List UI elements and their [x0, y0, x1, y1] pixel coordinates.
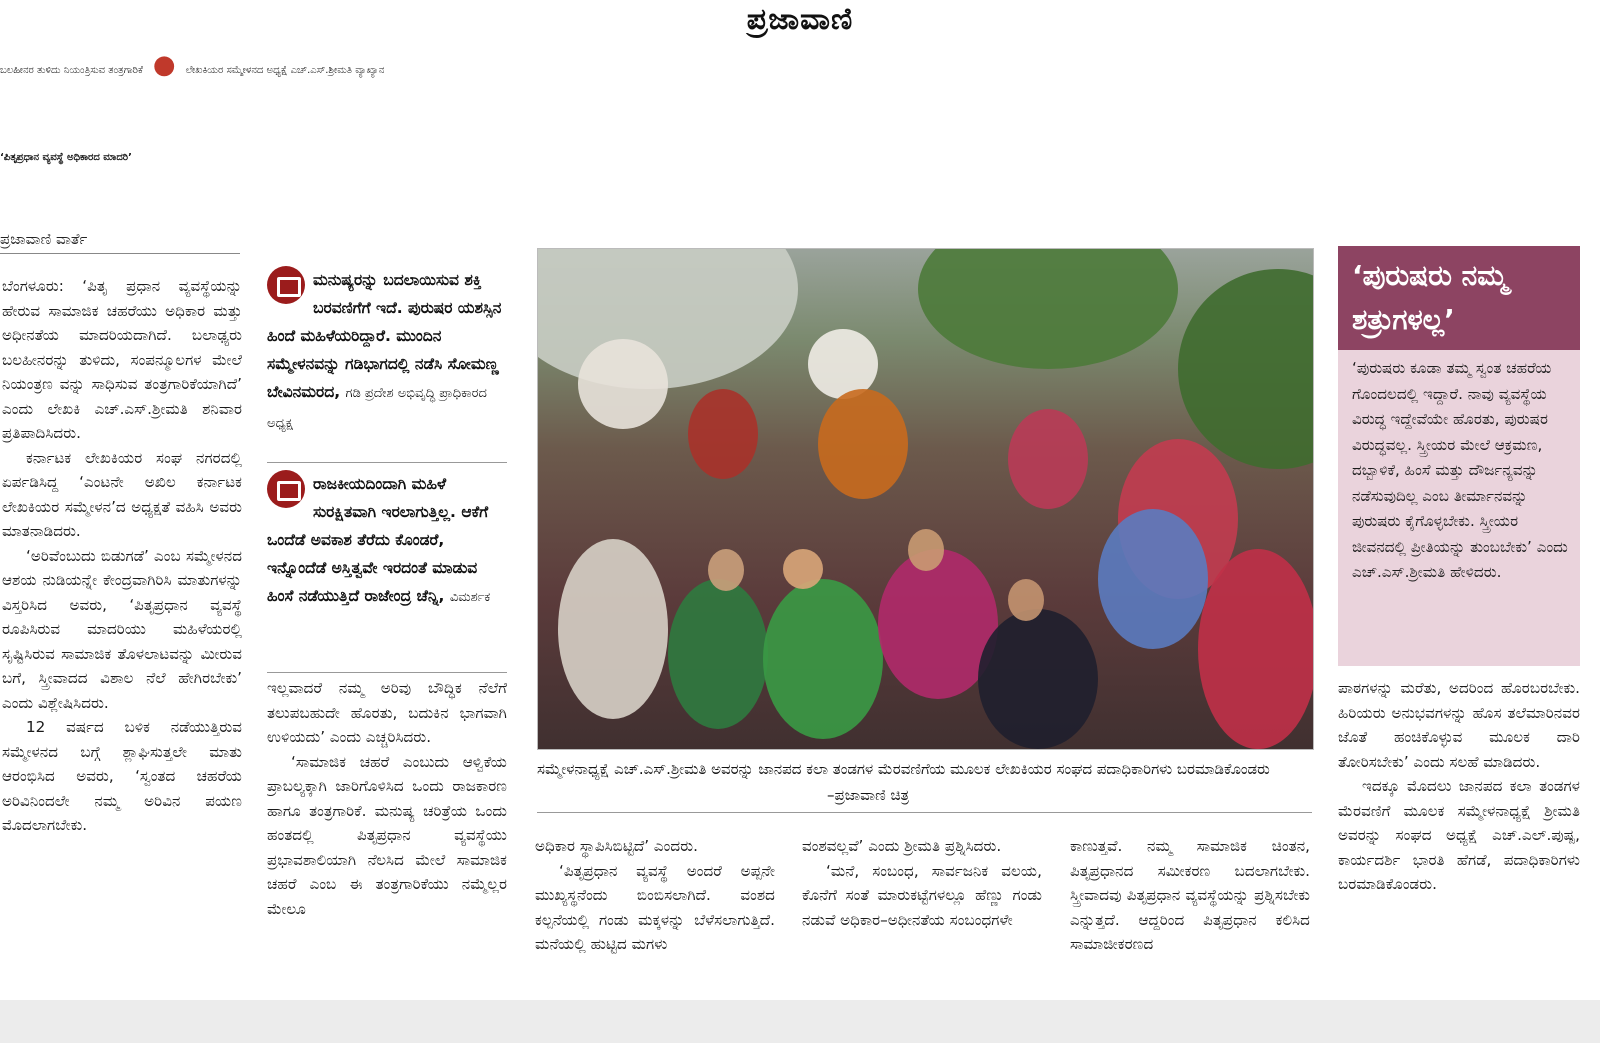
- pull-quote-2: [267, 470, 507, 612]
- sidebar-body: ‘ಪುರುಷರು ಕೂಡಾ ತಮ್ಮ ಸ್ವಂತ ಚಹರೆಯ ಗೊಂದಲದಲ್ಲಿ ಇದ್ದಾರೆ. ನಾವು ವ್ಯವಸ್ಥೆಯ ವಿರುದ್ಧ ಇದ್ದೇವೆಯೇ ಹೊರತು, ಪುರುಷರ ವಿರುದ್ಧವಲ್ಲ. ಸ್ತ್ರೀಯರ ಮೇಲೆ ಆಕ್ರಮಣ, ದಬ್ಬಾಳಿಕೆ, ಹಿಂಸೆ ಮತ್ತು ದೌರ್ಜನ್ಯವನ್ನು ನಡೆಸುವುದಿಲ್ಲ ಎಂಬ ತೀರ್ಮಾನವನ್ನು ಪುರುಷರು ಕೈಗೊಳ್ಳಬೇಕು. ಸ್ತ್ರೀಯರ ಜೀವನದಲ್ಲಿ ಪ್ರೀತಿಯನ್ನು ತುಂಬಬೇಕು’ ಎಂದು ಎಚ್‌.ಎಸ್‌.ಶ್ರೀಮತಿ ಹೇಳಿದರು.: [1352, 359, 1568, 581]
- quote-author: ಸೋಮಣ್ಣ ಬೇವಿನಮರದ,: [267, 355, 499, 401]
- paragraph: ಇಲ್ಲವಾದರೆ ನಮ್ಮ ಅರಿವು ಬೌದ್ಧಿಕ ನೆಲೆಗೆ ತಲುಪಬಹುದೇ ಹೊರತು, ಬದುಕಿನ ಭಾಗವಾಗಿ ಉಳಿಯದು’ ಎಂದು ಎಚ್ಚರಿಸಿದರು.: [267, 679, 507, 746]
- paragraph: ‘ಅರಿವೆಂಬುದು ಬಿಡುಗಡೆ’ ಎಂಬ ಸಮ್ಮೇಳನದ ಆಶಯ ನುಡಿಯನ್ನೇ ಕೇಂದ್ರವಾಗಿರಿಸಿ ಮಾತುಗಳನ್ನು ವಿಸ್ತರಿಸಿದ ಅವರು, ‘ಪಿತೃಪ್ರಧಾನ ವ್ಯವಸ್ಥೆ ರೂಪಿಸಿರುವ ಮಾದರಿಯು ಮಹಿಳೆಯರಲ್ಲಿ ಸೃಷ್ಟಿಸಿರುವ ಸಾಮಾಜಿಕ ತೊಳಲಾಟವನ್ನು ಮೀರುವ ಬಗೆ, ಸ್ತ್ರೀವಾದದ ವಿಶಾಲ ನೆಲೆ ಹೇಗಿರಬೇಕು’ ಎಂದು ವಿಶ್ಲೇಷಿಸಿದರು.: [2, 546, 242, 712]
- paragraph: ‘ಮನೆ, ಸಂಬಂಧ, ಸಾರ್ವಜನಿಕ ವಲಯ, ಕೊನೆಗೆ ಸಂತೆ ಮಾರುಕಟ್ಟೆಗಳಲ್ಲೂ ಹೆಣ್ಣು ಗಂಡು ನಡುವೆ ಅಧಿಕಾರ–ಅಧೀನತೆಯ ಸಂಬಂಧಗಳೇ: [802, 861, 1042, 929]
- article-column-6: [1338, 676, 1580, 986]
- pull-quote-1: [267, 266, 507, 438]
- article-column-2: [267, 676, 507, 986]
- page-footer-strip: [0, 1000, 1600, 1043]
- bullet-dot-icon: ●: [152, 50, 176, 80]
- quote-author-role: ವಿಮರ್ಶಕ: [449, 590, 491, 605]
- photo-caption: [537, 756, 1312, 808]
- paragraph: ಅಧಿಕಾರ ಸ್ಥಾಪಿಸಿಬಿಟ್ಟಿದೆ’ ಎಂದರು.: [535, 837, 698, 855]
- paragraph: ಪಾಠಗಳನ್ನು ಮರೆತು, ಅದರಿಂದ ಹೊರಬರಬೇಕು. ಹಿರಿಯರು ಅನುಭವಗಳನ್ನು ಹೊಸ ತಲೆಮಾರಿನವರ ಜೊತೆ ಹಂಚಿಕೊಳ್ಳುವ ಮೂಲಕ ದಾರಿ ತೋರಿಸಬೇಕು’ ಎಂದು ಸಲಹೆ ಮಾಡಿದರು.: [1338, 679, 1580, 771]
- paragraph: ‘ಪಿತೃಪ್ರಧಾನ ವ್ಯವಸ್ಥೆ ಅಂದರೆ ಅಪ್ಪನೇ ಮುಖ್ಯಸ್ಥನೆಂದು ಬಿಂಬಿಸಲಾಗಿದೆ. ವಂಶದ ಕಲ್ಪನೆಯಲ್ಲಿ ಗಂಡು ಮಕ್ಕಳನ್ನು ಬೆಳೆಸಲಾಗುತ್ತಿದೆ. ಮನೆಯಲ್ಲಿ ಹುಟ್ಟಿದ ಮಗಳು: [535, 861, 775, 953]
- article-column-1: [2, 274, 242, 984]
- headline: ‘ಪಿತೃಪ್ರಧಾನ ವ್ಯವಸ್ಥೆ ಅಧಿಕಾರದ ಮಾದರಿ’: [0, 152, 132, 163]
- byline-divider: [0, 253, 240, 254]
- subheadline: [0, 50, 1600, 80]
- subhead-right: ಲೇಖಕಿಯರ ಸಮ್ಮೇಳನದ ಅಧ್ಯಕ್ಷೆ ಎಚ್‌.ಎಸ್‌.ಶ್ರೀಮತಿ ವ್ಯಾಖ್ಯಾನ: [185, 65, 385, 76]
- quote-author-role: ಗಡಿ ಪ್ರದೇಶ ಅಭಿವೃದ್ಧಿ ಪ್ರಾಧಿಕಾರದ ಅಧ್ಯಕ್ಷ: [267, 386, 487, 431]
- divider: [267, 672, 507, 673]
- paragraph: ‘ಸಾಮಾಜಿಕ ಚಹರೆ ಎಂಬುದು ಆಳ್ವಿಕೆಯ ಪ್ರಾಬಲ್ಯಕ್ಕಾಗಿ ಜಾರಿಗೊಳಿಸಿದ ಒಂದು ರಾಜಕಾರಣ ಹಾಗೂ ತಂತ್ರಗಾರಿಕೆ. ಮನುಷ್ಯ ಚರಿತ್ರೆಯ ಒಂದು ಹಂತದಲ್ಲಿ ಪಿತೃಪ್ರಧಾನ ವ್ಯವಸ್ಥೆಯು ಪ್ರಭಾವಶಾಲಿಯಾಗಿ ನೆಲಸಿದ ಮೇಲೆ ಸಾಮಾಜಿಕ ಚಹರೆ ಎಂಬ ಈ ತಂತ್ರಗಾರಿಕೆಯು ನಮ್ಮೆಲ್ಲರ ಮೇಲೂ: [267, 752, 507, 918]
- article-column-3: [535, 834, 775, 984]
- divider: [267, 462, 507, 463]
- divider: [537, 812, 1312, 813]
- sidebar-title: ‘ಪುರುಷರು ನಮ್ಮ ಶತ್ರುಗಳಲ್ಲ’: [1338, 246, 1580, 350]
- masthead-logo: [0, 2, 1600, 37]
- quote-author: ರಾಜೇಂದ್ರ ಚೆನ್ನಿ,: [364, 587, 445, 605]
- quote-icon: [267, 470, 305, 508]
- paragraph: ಕಾಣುತ್ತವೆ. ನಮ್ಮ ಸಾಮಾಜಿಕ ಚಿಂತನ, ಪಿತೃಪ್ರಧಾನದ ಸಮೀಕರಣ ಬದಲಾಗಬೇಕು. ಸ್ತ್ರೀವಾದವು ಪಿತೃಪ್ರಧಾನ ವ್ಯವಸ್ಥೆಯನ್ನು ಪ್ರಶ್ನಿಸಬೇಕು ಎನ್ನುತ್ತದೆ. ಆದ್ದರಿಂದ ಪಿತೃಪ್ರಧಾನ ಕಲಿಸಿದ ಸಾಮಾಜೀಕರಣದ: [1070, 837, 1310, 953]
- paragraph: 12 ವರ್ಷದ ಬಳಿಕ ನಡೆಯುತ್ತಿರುವ ಸಮ್ಮೇಳನದ ಬಗ್ಗೆ ಶ್ಲಾಘಿಸುತ್ತಲೇ ಮಾತು ಆರಂಭಿಸಿದ ಅವರು, ‘ಸ್ವಂತದ ಚಹರೆಯ ಅರಿವಿನಿಂದಲೇ ನಮ್ಮ ಅರಿವಿನ ಪಯಣ ಮೊದಲಾಗಬೇಕು.: [2, 718, 242, 834]
- byline: ಪ್ರಜಾವಾಣಿ ವಾರ್ತೆ: [0, 230, 88, 248]
- quote-text: ಮನುಷ್ಯರನ್ನು ಬದಲಾಯಿಸುವ ಶಕ್ತಿ ಬರವಣಿಗೆಗೆ ಇದೆ. ಪುರುಷರ ಯಶಸ್ಸಿನ ಹಿಂದೆ ಮಹಿಳೆಯರಿದ್ದಾರೆ. ಮುಂದಿನ ಸಮ್ಮೇಳನವನ್ನು ಗಡಿಭಾಗದಲ್ಲಿ ನಡೆಸಿ: [267, 271, 502, 373]
- masthead-title: ಪ್ರಜಾವಾಣಿ: [746, 2, 854, 37]
- article-column-4: [802, 834, 1042, 984]
- paragraph: ಕರ್ನಾಟಕ ಲೇಖಕಿಯರ ಸಂಘ ನಗರದಲ್ಲಿ ಏರ್ಪಡಿಸಿದ್ದ ‘ಎಂಟನೇ ಅಖಿಲ ಕರ್ನಾಟಕ ಲೇಖಕಿಯರ ಸಮ್ಮೇಳನ’ದ ಅಧ್ಯಕ್ಷತೆ ವಹಿಸಿ ಅವರು ಮಾತನಾಡಿದರು.: [2, 448, 242, 540]
- paragraph: ಇದಕ್ಕೂ ಮೊದಲು ಜಾನಪದ ಕಲಾ ತಂಡಗಳ ಮೆರವಣಿಗೆ ಮೂಲಕ ಸಮ್ಮೇಳನಾಧ್ಯಕ್ಷೆ ಶ್ರೀಮತಿ ಅವರನ್ನು ಸಂಘದ ಅಧ್ಯಕ್ಷೆ ಎಚ್‌.ಎಲ್‌.ಪುಷ್ಪ, ಕಾರ್ಯದರ್ಶಿ ಭಾರತಿ ಹೆಗಡೆ, ಪದಾಧಿಕಾರಿಗಳು ಬರಮಾಡಿಕೊಂಡರು.: [1338, 777, 1580, 893]
- news-photo: [537, 248, 1314, 750]
- quote-icon: [267, 266, 305, 304]
- caption-text: ಸಮ್ಮೇಳನಾಧ್ಯಕ್ಷೆ ಎಚ್‌.ಎಸ್‌.ಶ್ರೀಮತಿ ಅವರನ್ನು ಜಾನಪದ ಕಲಾ ತಂಡಗಳ ಮೆರವಣಿಗೆಯ ಮೂಲಕ ಲೇಖಕಿಯರ ಸಂಘದ ಪದಾಧಿಕಾರಿಗಳು ಬರಮಾಡಿಕೊಂಡರು: [537, 760, 1270, 778]
- photo-credit: –ಪ್ರಜಾವಾಣಿ ಚಿತ್ರ: [827, 786, 910, 804]
- article-column-5: [1070, 834, 1310, 984]
- subhead-left: ಬಲಹೀನರ ತುಳಿದು ನಿಯಂತ್ರಿಸುವ ತಂತ್ರಗಾರಿಕೆ: [0, 65, 143, 76]
- quote-text: ರಾಜಕೀಯದಿಂದಾಗಿ ಮಹಿಳೆ ಸುರಕ್ಷಿತವಾಗಿ ಇರಲಾಗುತ್ತಿಲ್ಲ. ಆಕೆಗೆ ಒಂದೆಡೆ ಅವಕಾಶ ತೆರೆದು ಕೊಂಡರೆ, ಇನ್ನೊಂದೆಡೆ ಅಸ್ತಿತ್ವವೇ ಇರದಂತೆ ಮಾಡುವ ಹಿಂಸೆ ನಡೆಯುತ್ತಿದೆ: [267, 475, 489, 605]
- paragraph: ವಂಶವಲ್ಲವೆ’ ಎಂದು ಶ್ರೀಮತಿ ಪ್ರಶ್ನಿಸಿದರು.: [802, 837, 1002, 855]
- paragraph: ಬೆಂಗಳೂರು: ‘ಪಿತೃ ಪ್ರಧಾನ ವ್ಯವಸ್ಥೆಯನ್ನು ಹೇರುವ ಸಾಮಾಜಿಕ ಚಹರೆಯು ಅಧಿಕಾರ ಮತ್ತು ಅಧೀನತೆಯ ಮಾದರಿಯದಾಗಿದೆ. ಬಲಾಢ್ಯರು ಬಲಹೀನರನ್ನು ತುಳಿದು, ಸಂಪನ್ಮೂಲಗಳ ಮೇಲೆ ನಿಯಂತ್ರಣ ವನ್ನು ಸಾಧಿಸುವ ತಂತ್ರಗಾರಿಕೆಯಾಗಿದೆ’ ಎಂದು ಲೇಖಕಿ ಎಚ್‌.ಎಸ್‌.ಶ್ರೀಮತಿ ಶನಿವಾರ ಪ್ರತಿಪಾದಿಸಿದರು.: [2, 277, 242, 442]
